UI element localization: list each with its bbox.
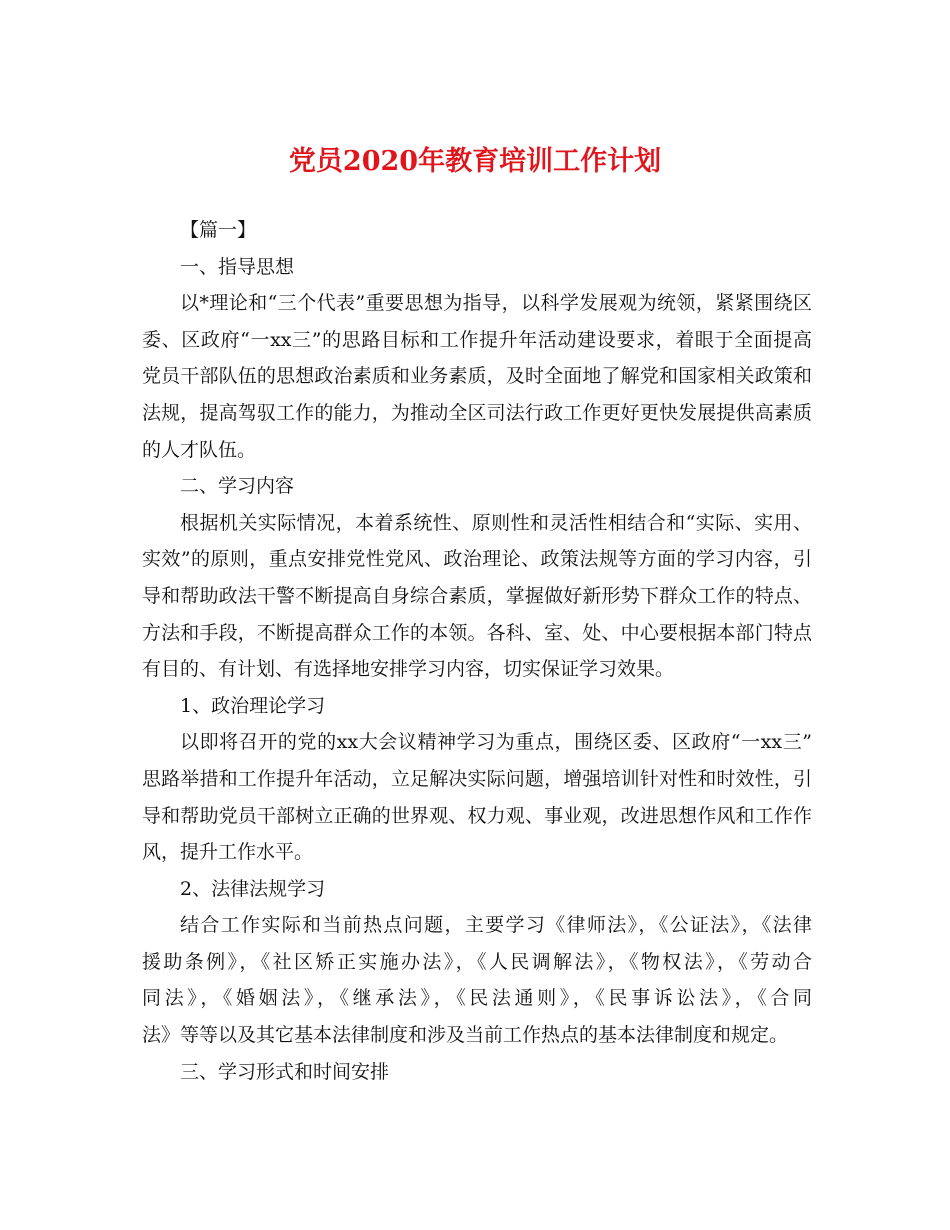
- paragraph-line: 一、指导思想: [180, 255, 295, 278]
- paragraph-line: 法规，提高驾驭工作的能力，为推动全区司法行政工作更好更快发展提供高素质: [142, 401, 812, 424]
- paragraph-line: 1、政治理论学习: [180, 694, 326, 717]
- paragraph-line: 思路举措和工作提升年活动，立足解决实际问题，增强培训针对性和时效性，引: [142, 767, 812, 790]
- paragraph-line: 以*理论和“三个代表”重要思想为指导，以科学发展观为统领，紧紧围绕区: [180, 292, 812, 315]
- paragraph-line: 援助条例》，《社区矫正实施办法》，《人民调解法》，《物权法》，《劳动合: [142, 950, 812, 973]
- paragraph-line: 的人才队伍。: [142, 438, 257, 461]
- paragraph-line: 方法和手段，不断提高群众工作的本领。各科、室、处、中心要根据本部门特点: [142, 621, 812, 644]
- paragraph-line: 导和帮助党员干部树立正确的世界观、权力观、事业观，改进思想作风和工作作: [142, 804, 812, 827]
- paragraph-line: 结合工作实际和当前热点问题，主要学习《律师法》，《公证法》，《法律: [180, 914, 812, 937]
- paragraph-line: 有目的、有计划、有选择地安排学习内容，切实保证学习效果。: [142, 658, 675, 681]
- paragraph-line: 三、学习形式和时间安排: [180, 1060, 390, 1083]
- paragraph-line: 根据机关实际情况，本着系统性、原则性和灵活性相结合和“实际、实用、: [180, 511, 812, 534]
- paragraph-line: 同法》，《婚姻法》，《继承法》，《民法通则》，《民事诉讼法》，《合同: [142, 987, 812, 1010]
- document-title: 党员2020年教育培训工作计划: [288, 146, 662, 177]
- paragraph-line: 委、区政府“一xx三”的思路目标和工作提升年活动建设要求，着眼于全面提高: [142, 328, 812, 351]
- paragraph-line: 【篇一】: [180, 219, 257, 241]
- paragraph-line: 二、学习内容: [180, 475, 295, 498]
- paragraph-line: 2、法律法规学习: [180, 877, 326, 900]
- paragraph-line: 风，提升工作水平。: [142, 841, 314, 864]
- paragraph-line: 导和帮助政法干警不断提高自身综合素质，掌握做好新形势下群众工作的特点、: [142, 584, 812, 607]
- paragraph-line: 党员干部队伍的思想政治素质和业务素质，及时全面地了解党和国家相关政策和: [142, 365, 812, 388]
- paragraph-line: 以即将召开的党的xx大会议精神学习为重点，围绕区委、区政府“一xx三”: [180, 731, 812, 754]
- paragraph-line: 法》等等以及其它基本法律制度和涉及当前工作热点的基本法律制度和规定。: [142, 1024, 789, 1047]
- document-body: [142, 212, 812, 1090]
- paragraph-line: 实效”的原则，重点安排党性党风、政治理论、政策法规等方面的学习内容，引: [142, 548, 812, 571]
